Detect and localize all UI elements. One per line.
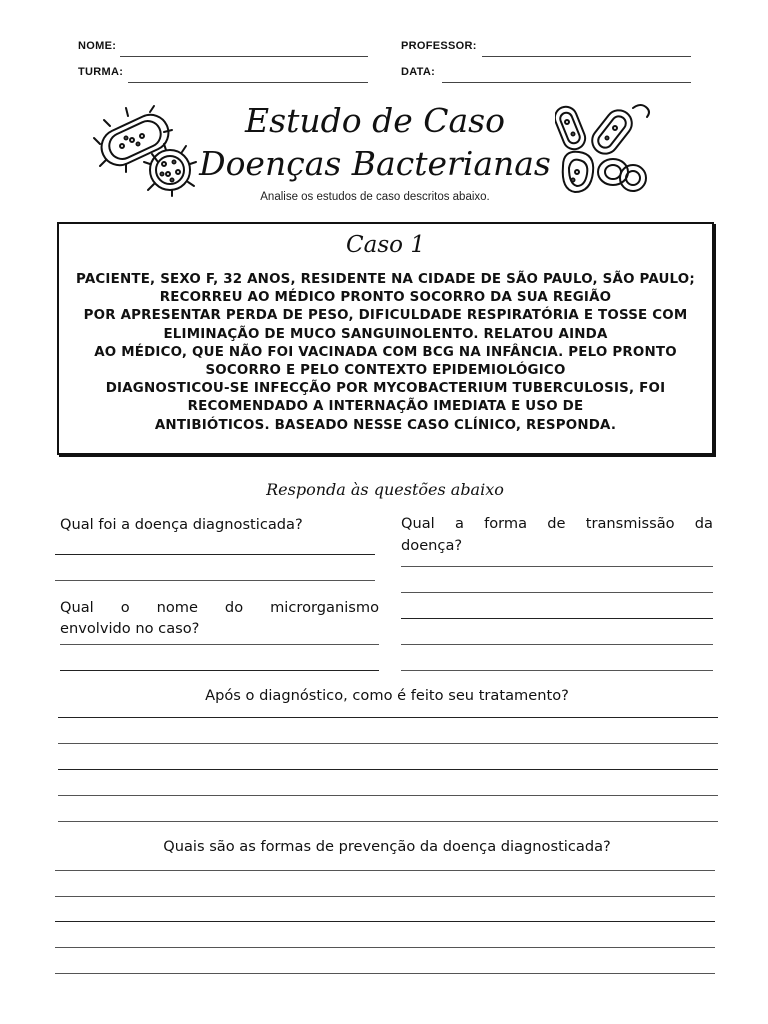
data-label: DATA:	[401, 66, 436, 78]
answer-line[interactable]	[55, 973, 715, 974]
turma-field[interactable]	[128, 82, 368, 83]
bacteria-shapes-icon	[555, 100, 661, 200]
answer-line[interactable]	[58, 743, 718, 744]
answer-line[interactable]	[60, 644, 379, 645]
answer-line[interactable]	[58, 717, 718, 718]
nome-label: NOME:	[78, 40, 117, 52]
question-5: Quais são as formas de prevenção da doença diagnosticada?	[163, 838, 611, 855]
question-3-line2: envolvido no caso?	[60, 620, 200, 637]
questions-section-title: Responda às questões abaixo	[266, 480, 504, 499]
case-line: POR APRESENTAR PERDA DE PESO, DIFICULDADE RESPIRATÓRIA E TOSSE COM	[83, 308, 688, 324]
answer-line[interactable]	[55, 896, 715, 897]
answer-line[interactable]	[58, 821, 718, 822]
professor-label: PROFESSOR:	[401, 40, 477, 52]
case-line: PACIENTE, SEXO F, 32 ANOS, RESIDENTE NA CIDADE DE SÃO PAULO, SÃO PAULO;	[76, 272, 695, 287]
professor-field[interactable]	[482, 56, 691, 57]
answer-line[interactable]	[401, 566, 713, 567]
answer-line[interactable]	[401, 670, 713, 671]
answer-line[interactable]	[58, 795, 718, 796]
answer-line[interactable]	[58, 769, 718, 770]
case-title: Caso 1	[346, 232, 425, 258]
page-title-line2: Doenças Bacterianas	[199, 144, 551, 183]
question-1: Qual foi a doença diagnosticada?	[60, 516, 303, 533]
answer-line[interactable]	[401, 592, 713, 593]
question-2-line1: Qual a forma de transmissão da	[401, 515, 713, 532]
answer-line[interactable]	[401, 644, 713, 645]
case-line: ANTIBIÓTICOS. BASEADO NESSE CASO CLÍNICO, RESPONDA.	[154, 417, 617, 433]
case-box	[57, 222, 714, 455]
answer-line[interactable]	[60, 670, 379, 671]
case-line: ELIMINAÇÃO DE MUCO SANGUINOLENTO. RELATOU AINDA	[163, 326, 608, 342]
answer-line[interactable]	[55, 554, 375, 555]
case-line: SOCORRO E PELO CONTEXTO EPIDEMIOLÓGICO	[205, 363, 566, 379]
page-subtitle: Analise os estudos de caso descritos abaixo.	[260, 191, 490, 203]
turma-label: TURMA:	[78, 66, 124, 78]
case-line: RECOMENDADO A INTERNAÇÃO IMEDIATA E USO DE	[187, 399, 584, 415]
data-field[interactable]	[442, 82, 691, 83]
case-line: DIAGNOSTICOU-SE INFECÇÃO POR MYCOBACTERIUM TUBERCULOSIS, FOI	[105, 381, 666, 397]
page-title-line1: Estudo de Caso	[245, 101, 505, 140]
answer-line[interactable]	[401, 618, 713, 619]
question-2-line2: doença?	[401, 537, 463, 554]
answer-line[interactable]	[55, 870, 715, 871]
case-line: RECORREU AO MÉDICO PRONTO SOCORRO DA SUA REGIÃO	[159, 290, 612, 306]
case-line: AO MÉDICO, QUE NÃO FOI VACINADA COM BCG NA INFÂNCIA. PELO PRONTO	[94, 344, 677, 360]
answer-line[interactable]	[55, 947, 715, 948]
question-3-line1: Qual o nome do microrganismo	[60, 599, 379, 616]
question-4: Após o diagnóstico, como é feito seu tratamento?	[205, 687, 569, 704]
answer-line[interactable]	[55, 580, 375, 581]
nome-field[interactable]	[120, 56, 368, 57]
case-description	[59, 271, 712, 435]
answer-line[interactable]	[55, 921, 715, 922]
